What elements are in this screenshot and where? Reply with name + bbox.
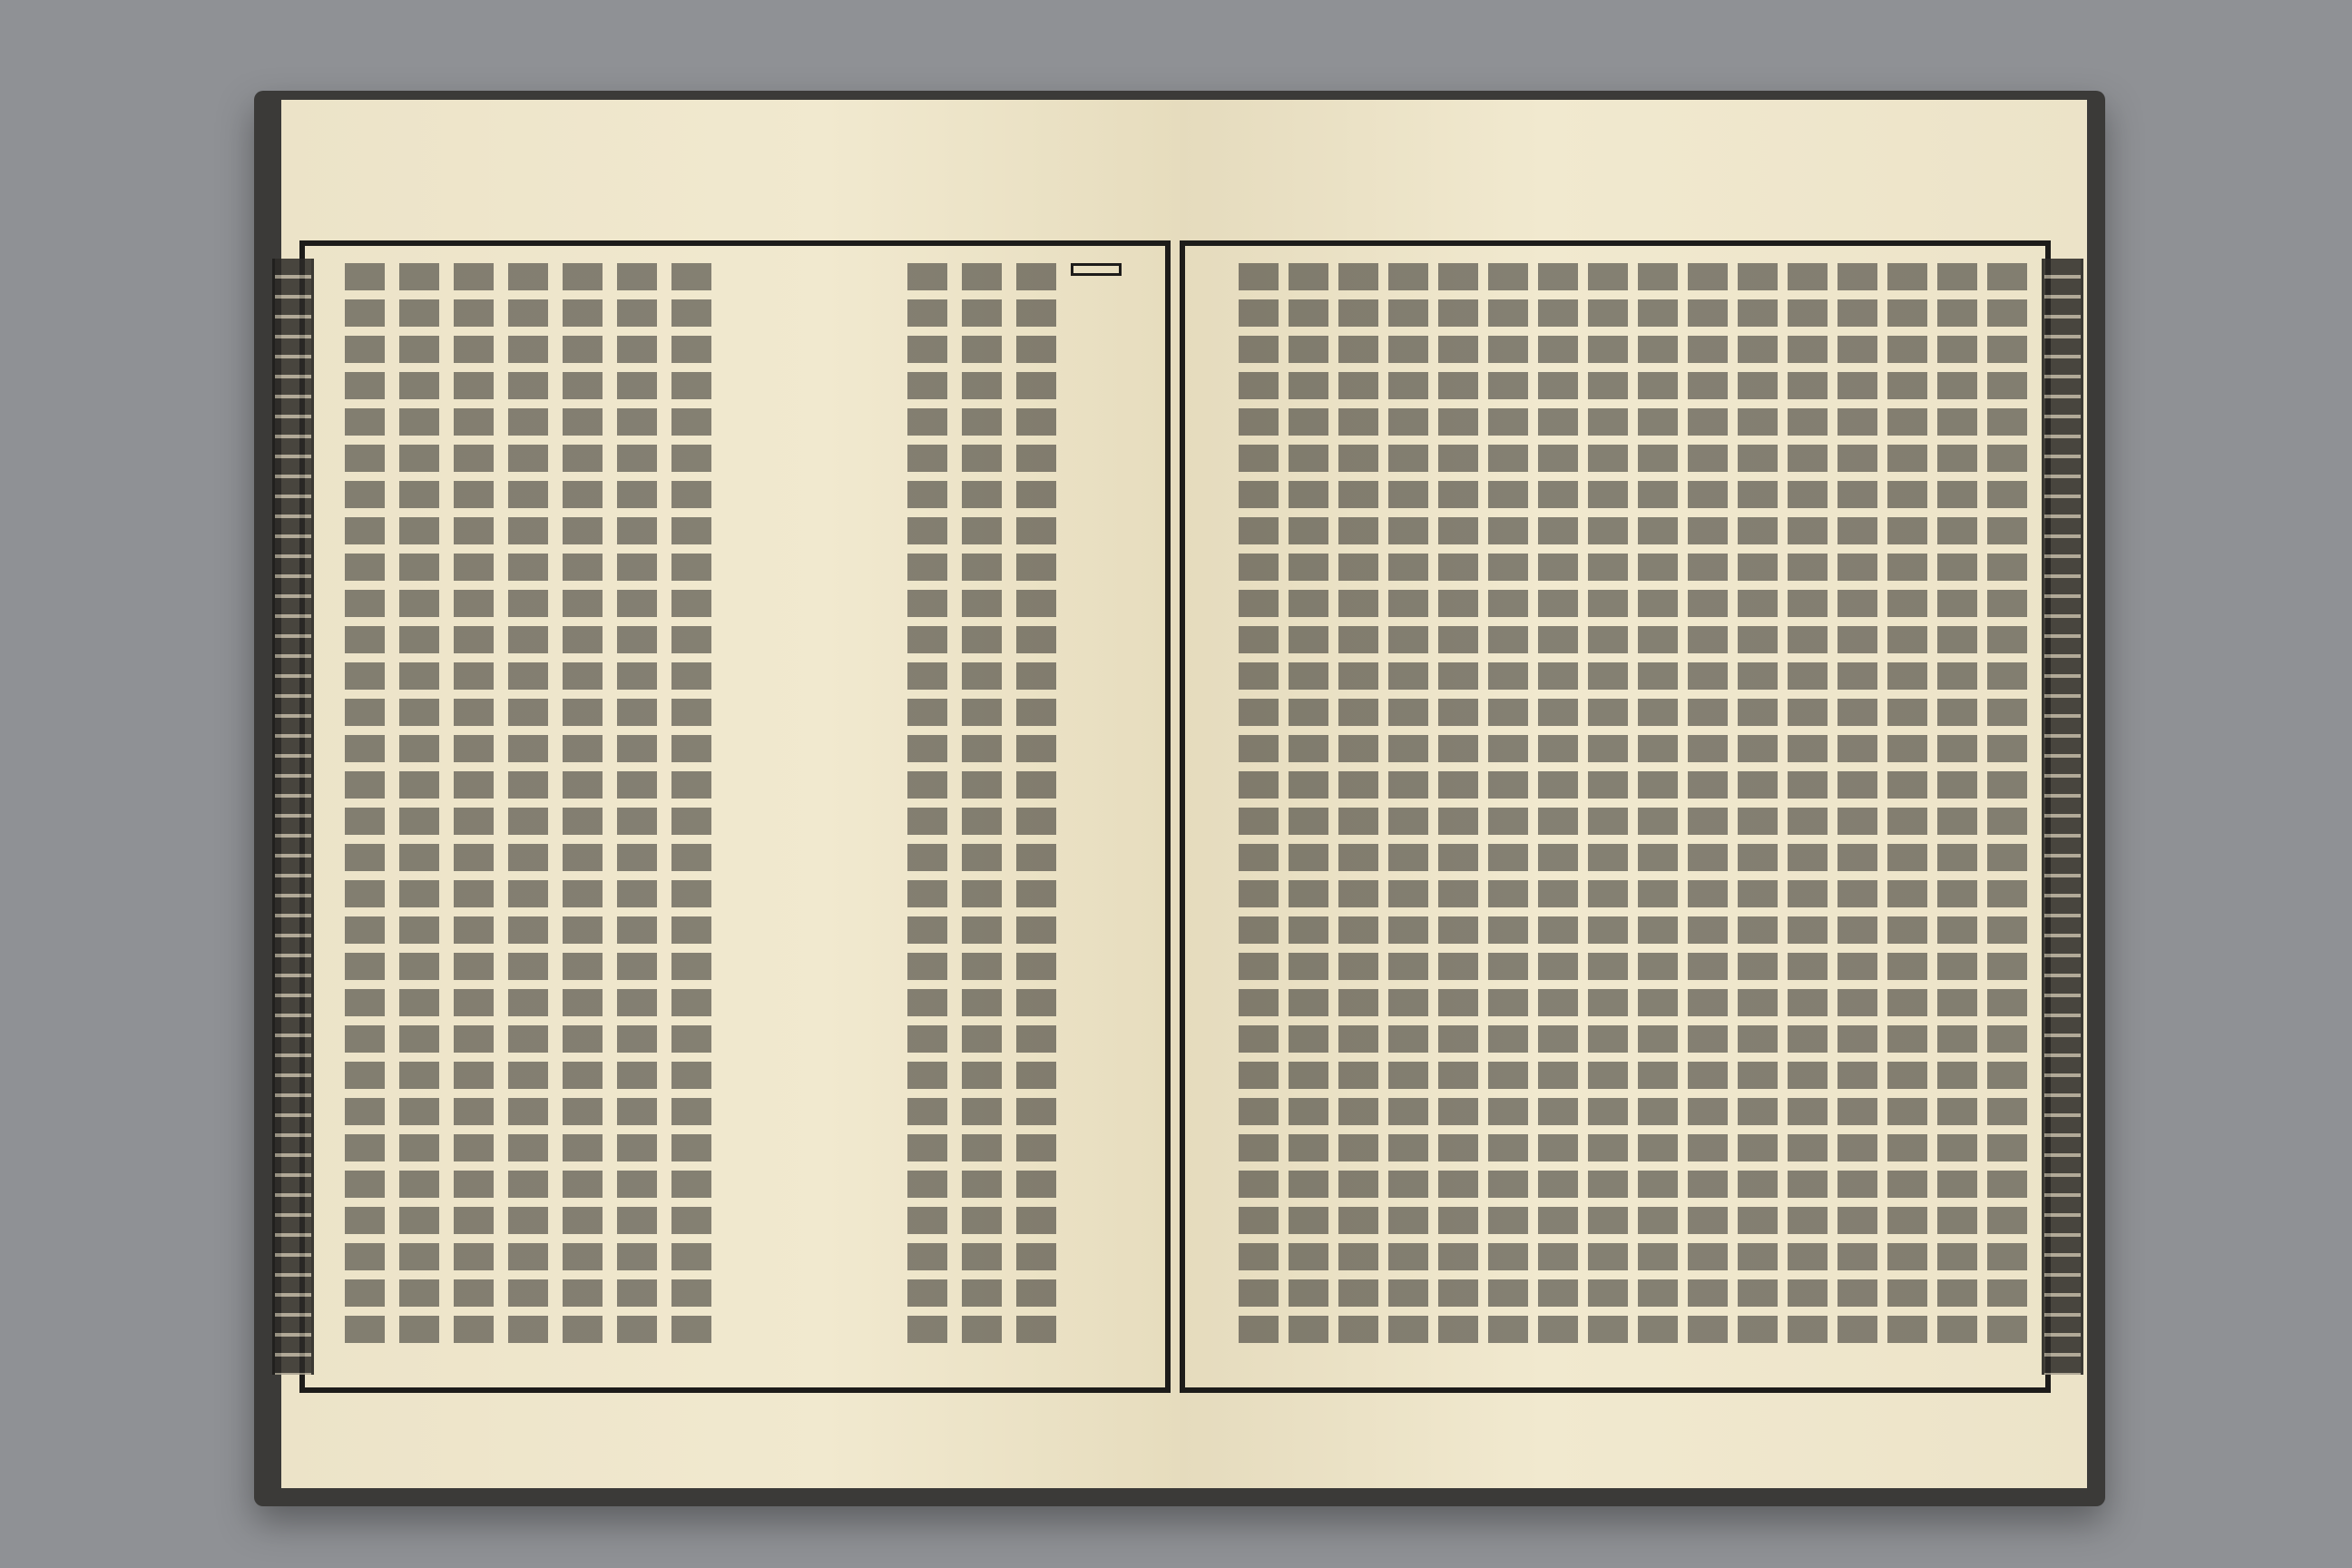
right-body-column [1738, 263, 1778, 1352]
left-body-column [617, 263, 657, 1352]
right-body-column [1688, 263, 1728, 1352]
right-fore-edge-margin [2042, 259, 2083, 1375]
left-fore-edge-margin [272, 259, 314, 1375]
right-body-column [1289, 263, 1328, 1352]
left-main-heading [817, 263, 889, 1352]
right-body-column [1338, 263, 1378, 1352]
left-sub-heading [726, 263, 799, 1352]
right-body-column [1438, 263, 1478, 1352]
right-body-column [1538, 263, 1578, 1352]
left-section-heading [1071, 263, 1122, 276]
left-body-column [454, 263, 494, 1352]
right-body-column [1388, 263, 1428, 1352]
left-body-column [508, 263, 548, 1352]
right-body-column [1937, 263, 1977, 1352]
left-body-column [962, 263, 1002, 1352]
right-body-column [1239, 263, 1279, 1352]
left-body-column [907, 263, 947, 1352]
right-body-column [1638, 263, 1678, 1352]
left-body-column [671, 263, 711, 1352]
left-body-column [345, 263, 385, 1352]
right-body-column [1987, 263, 2027, 1352]
right-body-column [1588, 263, 1628, 1352]
left-body-column [399, 263, 439, 1352]
left-body-column [563, 263, 603, 1352]
right-body-column [1838, 263, 1877, 1352]
right-body-column [1488, 263, 1528, 1352]
right-body-column [1788, 263, 1828, 1352]
left-body-column [1016, 263, 1056, 1352]
right-body-column [1887, 263, 1927, 1352]
